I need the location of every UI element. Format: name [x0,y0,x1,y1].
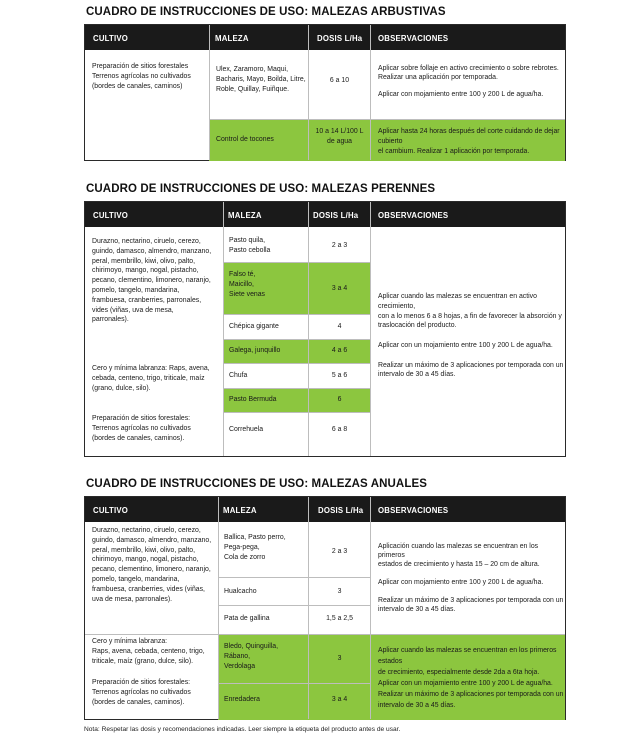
row-divider [218,577,370,578]
header-dosis: DOSIS L/Ha [313,211,359,220]
section-title-perennes: CUADRO DE INSTRUCCIONES DE USO: MALEZAS PERENNES [86,183,436,195]
row-divider [223,314,370,315]
dosis-cell: 3 [337,655,342,662]
row-divider [223,262,370,263]
dosis-cell: 6 a 10 [329,77,350,84]
dosis-cell: 6 a 8 [331,426,348,433]
section-title-anuales: CUADRO DE INSTRUCCIONES DE USO: MALEZAS ANUALES [86,478,427,490]
header-observaciones: OBSERVACIONES [378,34,449,43]
cultivo-cell: Preparación de sitios forestales Terrenos agrícolas no cultivados (bordes de canales, caminos) [92,63,191,90]
maleza-cell: Ulex, Zaramoro, Maqui, Bacharis, Mayo, Boilda, Litre, Roble, Quillay, Fuiñque. [216,66,306,93]
header-observaciones: OBSERVACIONES [378,506,449,515]
cultivo-cell: Durazno, nectarino, ciruelo, cerezo, guindo, damasco, almendro, manzano, peral, membrillo, kiwi, olivo, palto, chirimoyo, mango, nogal, pistacho, pecano, clementino, limonero, naranjo, pomelo, tangelo, mandarina, frambuesa, cranberries, vides (viñas, uva de mesa, parronales). [92,527,212,603]
header-dosis: DOSIS L/Ha [318,506,364,515]
header-maleza: MALEZA [223,506,257,515]
column-divider [370,202,371,456]
maleza-cell: Chépica gigante [229,323,279,330]
header-maleza: MALEZA [228,211,262,220]
dosis-cell: 1,5 a 2,5 [326,615,353,622]
dosis-cell: 10 a 14 L/100 L de agua [315,128,364,145]
column-divider [223,202,224,456]
column-divider [218,497,219,719]
dosis-cell: 2 a 3 [331,548,348,555]
observaciones-cell: Aplicar hasta 24 horas después del corte cuidando de dejar cubierto el cambium. Realizar 1 aplicación por temporada. [378,128,560,155]
header-cultivo: CULTIVO [93,211,129,220]
header-dosis: DOSIS L/Ha [317,34,363,43]
row-divider [223,388,370,389]
cultivo-cell: Cero y mínima labranza: Raps, avena, cebada, centeno, trigo, triticale, maíz (grano, dulce, silo). [92,638,205,665]
maleza-cell: Bledo, Quinguilla, Rábano, Verdolaga [224,643,279,670]
observaciones-cell: Aplicación cuando las malezas se encuentran en los primeros estados de crecimiento y hasta 15 – 20 cm de altura. Aplicar con mojamiento entre 100 y 200 L de agua/ha. Realizar un máximo de 3 aplicaciones por temporada con un intervalo de 30 a 45 días. [378,543,564,613]
dosis-cell: 3 a 4 [331,285,348,292]
maleza-cell: Control de tocones [216,136,274,143]
header-observaciones: OBSERVACIONES [378,211,449,220]
maleza-cell: Pata de gallina [224,615,270,622]
row-divider [85,634,565,635]
cultivo-cell: Preparación de sitios forestales: Terrenos agrícolas no cultivados (bordes de canales, caminos). [92,415,191,442]
header-maleza: MALEZA [215,34,249,43]
dosis-cell: 2 a 3 [331,242,348,249]
column-divider [209,25,210,160]
row-divider [223,363,370,364]
maleza-cell: Enredadera [224,696,261,703]
column-divider [308,497,309,719]
row-divider [223,412,370,413]
maleza-cell: Hualcacho [224,588,257,595]
maleza-cell: Pasto quila, Pasto cebolla [229,237,271,254]
cultivo-cell: Durazno, nectarino, ciruelo, cerezo, guindo, damasco, almendro, manzano, peral, membrillo, kiwi, olivo, palto, chirimoyo, mango, nogal, pistacho, pecano, clementino, limonero, naranjo, pomelo, tangelo, mandarina, frambuesa, cranberries, parronales, vides (viñas, uva de mesa, parronales). [92,238,212,324]
maleza-cell: Pasto Bermuda [229,396,277,403]
table-anuales [84,496,566,720]
maleza-cell: Falso té, Maicillo, Siete venas [229,271,266,298]
header-cultivo: CULTIVO [93,506,129,515]
header-cultivo: CULTIVO [93,34,129,43]
row-divider [218,605,370,606]
table-perennes [84,201,566,457]
row-divider [218,683,370,684]
column-divider [370,25,371,160]
observaciones-cell: Aplicar sobre follaje en activo crecimiento o sobre rebrotes. Realizar una aplicación por temporada. Aplicar con mojamiento entre 100 y 200 L de agua/ha. [378,65,559,98]
maleza-cell: Chufa [229,372,248,379]
observaciones-cell: Aplicar cuando las malezas se encuentran en activo crecimiento, con a lo menos 6 a 8 hojas, a fin de favorecer la absorción y traslocación del producto. Aplicar con un mojamiento entre 100 y 200 L de agua/ha. Realizar un máximo de 3 aplicaciones por temporada con un intervalo de 30 a 45 días. [378,293,564,379]
table-header [85,202,565,227]
maleza-cell: Correhuela [229,426,264,433]
observaciones-cell: Aplicar cuando las malezas se encuentran en los primeros estados de crecimiento, especialmente desde 2da a 6ta hoja. Aplicar con un mojamiento entre 100 y 200 L de agua/ha. Realizar un máximo de 3 aplicaciones por temporada con un intervalo de 30 a 45 días. [378,647,564,710]
dosis-cell: 5 a 6 [331,372,348,379]
table-header [85,25,565,50]
section-title-arbustivas: CUADRO DE INSTRUCCIONES DE USO: MALEZAS ARBUSTIVAS [86,6,446,18]
table-arbustivas [84,24,566,161]
dosis-cell: 4 [337,323,342,330]
row-divider [209,119,565,120]
dosis-cell: 6 [337,396,342,403]
row-divider [223,339,370,340]
maleza-cell: Ballica, Pasto perro, Pega-pega, Cola de zorro [224,534,286,561]
dosis-cell: 3 [337,588,342,595]
cultivo-cell: Cero y mínima labranza: Raps, avena, cebada, centeno, trigo, triticale, maíz (grano, dulce, silo). [92,365,210,392]
dosis-cell: 3 a 4 [331,696,348,703]
dosis-cell: 4 a 6 [331,347,348,354]
maleza-cell: Galega, junquillo [229,347,281,354]
column-divider [370,497,371,719]
table-header [85,497,565,522]
footnote: Nota: Respetar las dosis y recomendaciones indicadas. Leer siempre la etiqueta del producto antes de usar. [84,726,401,733]
cultivo-cell: Preparación de sitios forestales: Terrenos agrícolas no cultivados (bordes de canales, caminos). [92,679,191,706]
